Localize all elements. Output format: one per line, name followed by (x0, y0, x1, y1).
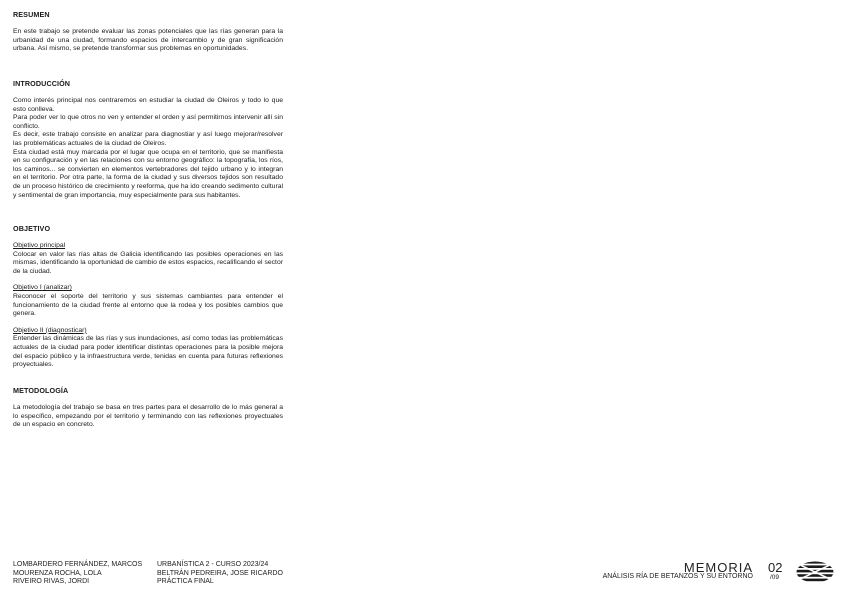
author-name: MOURENZA ROCHA, LOLA (13, 569, 102, 577)
section-heading: OBJETIVO (13, 224, 51, 233)
section-metodologia (13, 386, 283, 430)
section-objetivo (13, 224, 283, 370)
paragraph: Es decir, este trabajo consiste en analizar para diagnostiar y así luego mejorar/resolver las problemáticas actuales de la ciudad de Oleiros. (13, 131, 283, 147)
course-block (157, 561, 283, 587)
document-subtitle: ANÁLISIS RÍA DE BETANZOS Y SU ENTORNO (602, 573, 753, 580)
objective-title: Objetivo II (diagnosticar) (13, 326, 87, 334)
document-title: MEMORIA (683, 560, 753, 575)
objective-text: Colocar en valor las rías altas de Galicia identificando las posibles operaciones en las mismas, identificando la oportunidad de cambio de estos espacios, recalificando el sector de la ciudad. (13, 250, 283, 275)
paragraph: La metodología del trabajo se basa en tres partes para el desarrollo de lo más general a lo específico, empezando por el territorio y terminando con las reflexiones proyectuales de un espacio en concreto. (13, 404, 283, 429)
objective-analizar (13, 284, 283, 318)
section-heading: RESUMEN (13, 10, 50, 19)
objective-title: Objetivo principal (13, 242, 66, 249)
objective-diagnosticar (13, 327, 283, 370)
course-line: BELTRÁN PEDREIRA, JOSE RICARDO (157, 569, 283, 577)
authors-block (13, 561, 142, 587)
paragraph: Como interés principal nos centraremos en estudiar la ciudad de Oleiros y todo lo que esto conlleva. (13, 97, 283, 113)
author-name: RIVEIRO RIVAS, JORDI (13, 578, 90, 586)
page-number: 02 (768, 560, 783, 575)
page-total: /09 (770, 574, 780, 581)
paragraph: Esta ciudad está muy marcada por el lugar que ocupa en el territorio, que se manifiesta en su configuración y en las relaciones con su entorno geográfico: la topografía, los ríos, los caminos... se convierten en elementos vertebradores del tejido urbano y lo integran en el territorio. Por otra parte, la forma de la ciudad y sus diversos tejidos son resultado de un proceso histórico de crecimiento y reeforma, que ha ido creando sedimento cultural y sentimental de gran importancia, muy especialmente para sus habitantes. (13, 148, 283, 199)
paragraph: Para poder ver lo que otros no ven y entender el orden y así permitirnos intervenir allí sin conflicto. (13, 114, 283, 130)
striped-ellipse-logo-icon (796, 561, 834, 583)
section-heading: METODOLOGÍA (13, 386, 69, 395)
section-heading: INTRODUCCIÓN (13, 79, 71, 88)
course-line: PRÁCTICA FINAL (157, 578, 214, 586)
section-resumen (13, 10, 283, 54)
course-line: URBANÍSTICA 2 - CURSO 2023/24 (157, 561, 269, 568)
objective-text: Reconocer el soporte del territorio y sus sistemas cambiantes para entender el funcionamiento de la ciudad frente al entorno que la rodea y los posibles cambios que genera. (13, 292, 283, 318)
author-name: LOMBARDERO FERNÁNDEZ, MARCOS (13, 561, 143, 568)
objective-text: Entender las dinámicas de las rías y sus inundaciones, así como todas las problemáticas actuales de la ciudad para poder identificar distintas operaciones para la posible mejora del espacio público y la infraestructura verde, tenidas en cuenta para futuras reflexiones proyectuales. (13, 335, 283, 369)
objective-principal (13, 242, 283, 276)
objective-title: Objetivo I (analizar) (13, 284, 72, 292)
paragraph: En este trabajo se pretende evaluar las zonas potenciales que las rías generan para la urbanidad de una ciudad, formando espacios de intercambio y de gran significación urbana. Así mismo, se pretende transformar sus problemas en oportunidades. (13, 28, 283, 53)
section-introduccion (13, 79, 283, 200)
